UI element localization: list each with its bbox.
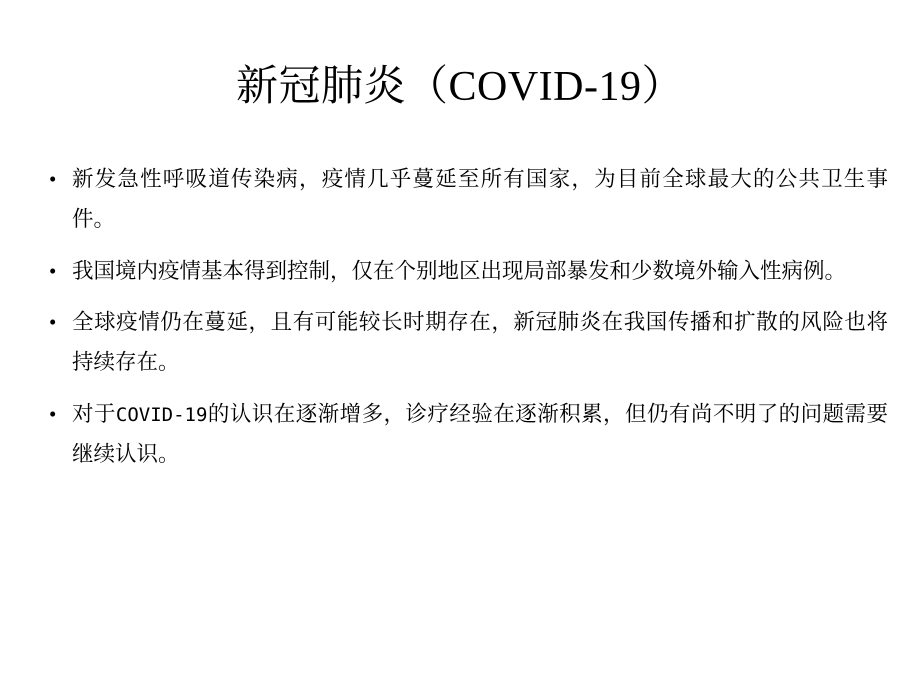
list-item (42, 303, 888, 383)
bullet-marker-icon: • (49, 167, 57, 191)
list-item-text: 新发急性呼吸道传染病，疫情几乎蔓延至所有国家，为目前全球最大的公共卫生事件。 (72, 167, 888, 231)
list-item-code-term: COVID-19 (115, 403, 208, 426)
list-item-text-suffix: 的认识在逐渐增多，诊疗经验在逐渐积累，但仍有尚不明了的问题需要继续认识。 (72, 401, 888, 466)
page-title: 新冠肺炎（COVID-19） (236, 64, 684, 110)
list-item-text-prefix: 对于 (72, 401, 116, 426)
bullet-list (42, 160, 888, 486)
list-item-text: 全球疫情仍在蔓延，且有可能较长时期存在，新冠肺炎在我国传播和扩散的风险也将持续存在。 (72, 310, 888, 375)
list-item-text: 我国境内疫情基本得到控制，仅在个别地区出现局部暴发和少数境外输入性病例。 (72, 258, 847, 283)
bullet-marker-icon: • (49, 258, 57, 283)
bullet-marker-icon: • (49, 401, 57, 426)
list-item (42, 395, 888, 475)
list-item (42, 160, 888, 240)
list-item-text (72, 395, 888, 475)
bullet-marker-icon: • (49, 310, 57, 335)
list-item (42, 252, 888, 292)
